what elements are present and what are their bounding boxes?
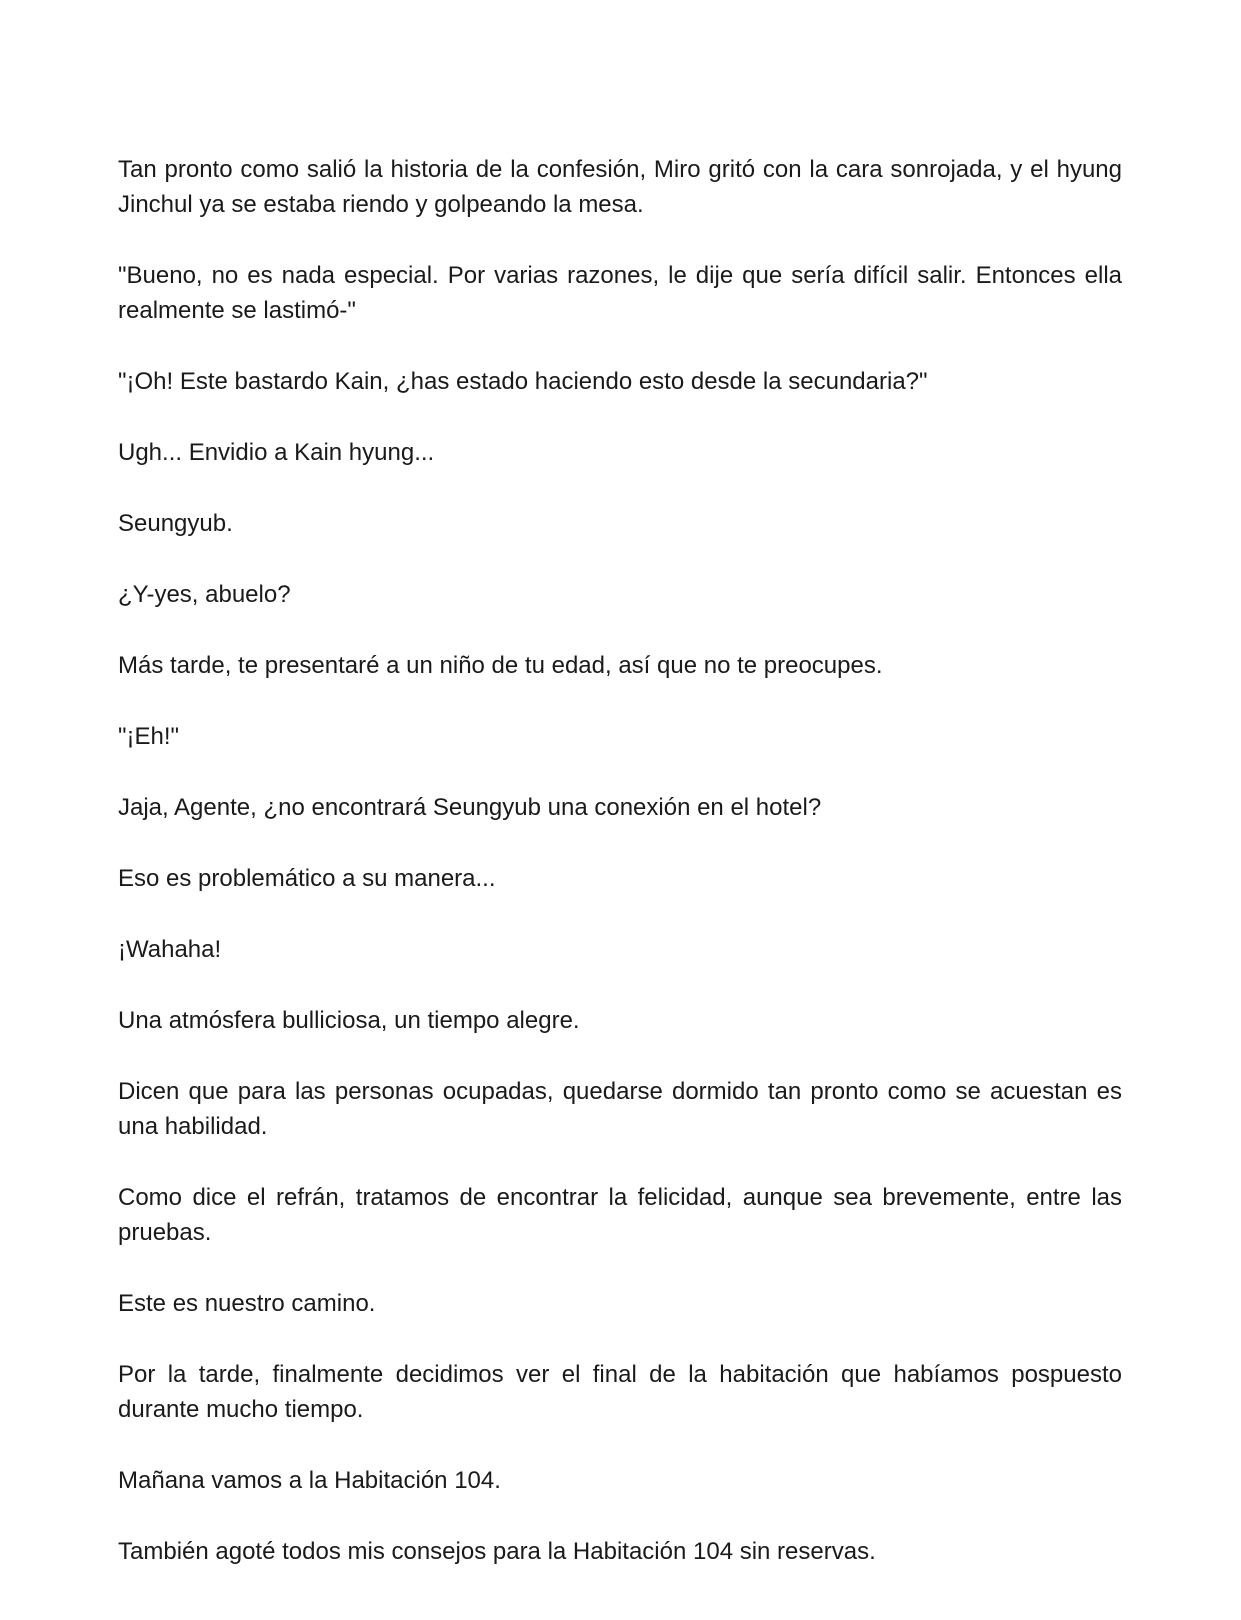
paragraph-1: Tan pronto como salió la historia de la confesión, Miro gritó con la cara sonrojada, y el hyung Jinchul ya se estaba riendo y golpeando la mesa. bbox=[118, 156, 1122, 218]
paragraph-2: "Bueno, no es nada especial. Por varias razones, le dije que sería difícil salir. Entonces ella realmente se lastimó-" bbox=[118, 262, 1122, 324]
paragraph-9: Jaja, Agente, ¿no encontrará Seungyub una conexión en el hotel? bbox=[118, 794, 822, 821]
paragraph-4: Ugh... Envidio a Kain hyung... bbox=[118, 439, 435, 466]
paragraph-11: ¡Wahaha! bbox=[118, 936, 222, 963]
paragraph-5: Seungyub. bbox=[118, 510, 233, 537]
paragraph-18: También agoté todos mis consejos para la Habitación 104 sin reservas. bbox=[118, 1538, 876, 1565]
paragraph-14: Como dice el refrán, tratamos de encontrar la felicidad, aunque sea brevemente, entre las pruebas. bbox=[118, 1184, 1122, 1246]
paragraph-15: Este es nuestro camino. bbox=[118, 1290, 376, 1317]
paragraph-17: Mañana vamos a la Habitación 104. bbox=[118, 1467, 501, 1494]
paragraph-10: Eso es problemático a su manera... bbox=[118, 865, 496, 892]
paragraph-12: Una atmósfera bulliciosa, un tiempo alegre. bbox=[118, 1007, 580, 1034]
paragraph-13: Dicen que para las personas ocupadas, quedarse dormido tan pronto como se acuestan es una habilidad. bbox=[118, 1078, 1122, 1140]
paragraph-3: "¡Oh! Este bastardo Kain, ¿has estado haciendo esto desde la secundaria?" bbox=[118, 368, 928, 395]
paragraph-6: ¿Y-yes, abuelo? bbox=[118, 581, 291, 608]
document-body bbox=[118, 152, 1122, 1605]
paragraph-7: Más tarde, te presentaré a un niño de tu edad, así que no te preocupes. bbox=[118, 652, 883, 679]
paragraph-16: Por la tarde, finalmente decidimos ver el final de la habitación que habíamos pospuesto durante mucho tiempo. bbox=[118, 1361, 1122, 1423]
paragraph-8: "¡Eh!" bbox=[118, 723, 180, 750]
